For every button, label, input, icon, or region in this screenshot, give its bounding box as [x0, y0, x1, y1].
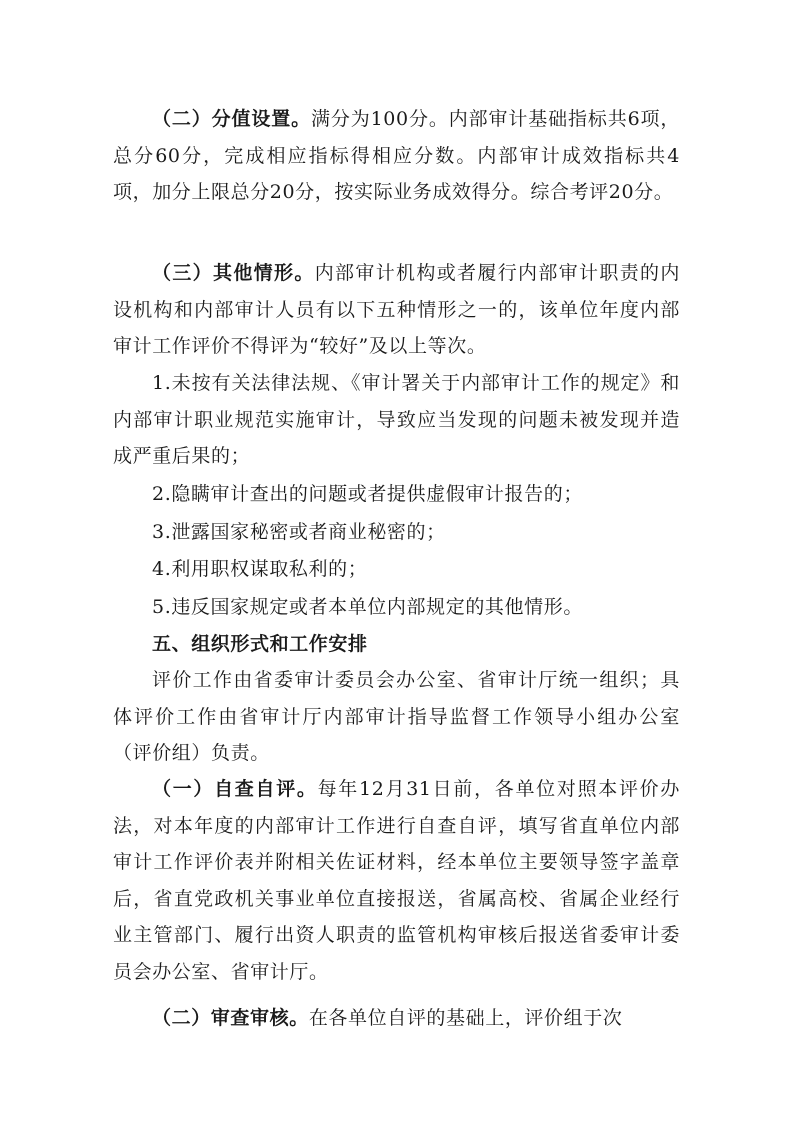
paragraph-lead: （三）其他情形。: [152, 262, 315, 284]
paragraph-organization: 评价工作由省委审计委员会办公室、省审计厅统一组织；具体评价工作由省审计厅内部审计指导监督工作领导小组办公室（评价组）负责。: [113, 669, 680, 764]
paragraph-review: [113, 1000, 680, 1037]
paragraph-text: 在各单位自评的基础上，评价组于次: [308, 1007, 623, 1029]
list-item-4: 4.利用职权谋取私利的；: [152, 558, 368, 580]
section-heading: 五、组织形式和工作安排: [152, 633, 368, 655]
paragraph-lead: （一）自查自评。: [152, 778, 318, 800]
paragraph-other-situations: [113, 255, 680, 365]
list-item-3: 3.泄露国家秘密或者商业秘密的；: [152, 521, 446, 543]
paragraph-lead: （二）审查审核。: [152, 1007, 309, 1029]
list-item-5: 5.违反国家规定或者本单位内部规定的其他情形。: [152, 596, 583, 618]
paragraph-text: 内部审计机构或者履行内部审计职责的内设机构和内部审计人员有以下五种情形之一的，该单位年度内部审计工作评价不得评为“较好”及以上等次。: [113, 262, 680, 357]
list-item-2: 2.隐瞒审计查出的问题或者提供虚假审计报告的；: [152, 483, 583, 505]
paragraph-text: 每年12月31日前，各单位对照本评价办法，对本年度的内部审计工作进行自查自评，填写省直单位内部审计工作评价表并附相关佐证材料，经本单位主要领导签字盖章后，省直党政机关事业单位直接报送，省属高校、省属企业经行业主管部门、履行出资人职责的监管机构审核后报送省委审计委员会办公室、省审计厅。: [113, 778, 680, 983]
paragraph-self-assessment: [113, 771, 680, 990]
paragraph-lead: （二）分值设置。: [152, 108, 311, 130]
list-item-1: 1.未按有关法律法规、《审计署关于内部审计工作的规定》和内部审计职业规范实施审计，导致应当发现的问题未被发现并造成严重后果的；: [113, 372, 680, 467]
paragraph-score-settings: [113, 101, 680, 211]
paragraph-text: 满分为100分。内部审计基础指标共6项，总分60分，完成相应指标得相应分数。内部审计成效指标共4项，加分上限总分20分，按实际业务成效得分。综合考评20分。: [113, 108, 680, 203]
